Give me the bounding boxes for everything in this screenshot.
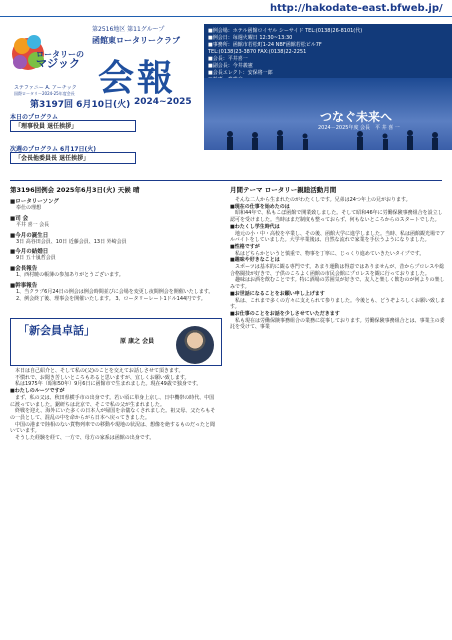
meeting-item-heading: ■会長報告	[10, 266, 38, 273]
column-heading: ■お仕事のことをお話を少しさせていただきます	[230, 310, 340, 317]
district-info: 第2516地区 第11グループ	[92, 26, 165, 33]
meeting-item-text: 9日 五十嵐哲会員	[16, 255, 56, 262]
info-lines: ■例会場：ホテル函館ロイヤル シーサイド TEL:(0138)26-8101(代) ■例会日：毎週火曜日 12:30~13:30 ■事務所：函館市若松町1-24 NBF函館若松ビル7F TEL:(0138)23-3870 FAX:(0138)22-2251 ■会長：平井喜一 ■副会長：今井義憲 ■会長エレクト：安保将一郎	[208, 28, 363, 76]
new-member-name: 原 康之 会員	[120, 338, 155, 345]
speech-paragraph: まず、私の父は、秋田県横手市の出身です。若い頃に単身上京し、日中機帯の時代、中国に渡っていました。鋸研ちは北京で、そこで私の父が生まれました。	[10, 394, 215, 408]
meeting-item-heading: ■ロータリーソング	[10, 199, 59, 205]
column-paragraph: 私は、これまで多くの方々に支えられて参りました。今後とも、どうぞよろしくお願い致します。	[230, 297, 446, 311]
speech-paragraph: そうした経験を経て、一方で、母方の家系は函館の出身です。	[15, 435, 155, 442]
logo-sub: ステファニー A. アーチック	[14, 85, 77, 91]
speech-paragraph: 終戦を迎え、海外にいた多くの日本人が帰国を余儀なくされました。祖父母、父たちもその一員として、混乱の中を命からがら日本へ戻ってきました。	[10, 408, 216, 421]
new-member-speech	[10, 368, 218, 442]
meeting-item-text: 1、西村暁の帳簿の参加ありがとうございます。	[16, 272, 124, 279]
column-heading: ■性格ですが	[230, 243, 260, 250]
speech-paragraph: 私は1975年（昭和50年）9月6日に函館市で生まれました。現在49歳で独身です。	[15, 381, 202, 388]
column-paragraph: スポーツは基本的に観る専門です。あまり運動は得意ではありませんが、昔からプロレスや総合格闘技が好きで、子供のころよく函館の市民会館にプロレスを観に行っておりました。	[230, 264, 445, 277]
member-photo	[176, 326, 214, 364]
banner-subtitle: 2024－2025年度 会長 平 井 喜 一	[318, 125, 400, 131]
program-label: 本日のプログラム	[10, 114, 58, 121]
club-name: 函館東ロータリークラブ	[92, 36, 180, 45]
people-silhouette-image	[210, 128, 450, 150]
issue-number: 第3197回 6月10日(火)	[30, 100, 131, 110]
column-paragraph: 私も現在は労働保険事務組合の業務に従事しております。労働保険事務組合とは、事業主の委託を受けて、事業	[230, 317, 445, 331]
meeting-item-heading: ■司 会	[10, 215, 29, 222]
column-heading: ■わたくし学生時代は	[230, 223, 280, 230]
next-program-title: 「会長他委員長 退任挨拶」	[10, 152, 136, 164]
meeting-item-text: 奉仕の理想	[16, 205, 42, 211]
column-heading: ■趣味や好きなことは	[230, 257, 280, 264]
column-paragraph: 昭和44年で、私もこぼ函館で開業致しました。そして昭和46年に労働保険事務組合を設立し認可を受けました。当時はまだ制度も整っておらず、何もないところからのスタートでした。	[230, 210, 443, 224]
speech-paragraph: 不慣れで、お聞き苦しいところもあると思いますが、宜しくお願い致します。	[15, 374, 190, 381]
speech-paragraph: 本日は自己紹介と、そして私の(父)のことを交えてお話しさせて頂きます。	[15, 368, 184, 374]
meeting-item-text: 平井 喜一 会長	[16, 221, 50, 228]
speech-paragraph: 中国の港まで陸相のない貨物列車での移動や現地の状況は、想像を絶するものだったと聞いています。	[10, 421, 216, 435]
meeting-item-text: 1、当クラブ6月24日の例会は例会時間並びに会場を変更し夜間例会を開催いたします。 2、例会終了後、理事会を開催いたします。 3、ロータリーレート1ドル144円です。	[16, 288, 214, 302]
monthly-theme-column	[230, 185, 446, 331]
newsletter-title: 会報	[98, 57, 177, 99]
meeting-report	[10, 185, 218, 303]
column-heading: ■お世話になることをお願い申し上げます	[230, 290, 325, 297]
speech-heading: ■わたしのルーツですが	[10, 388, 65, 395]
section-divider	[10, 180, 442, 181]
meeting-item-heading: ■今月の結婚日	[10, 249, 49, 256]
column-paragraph: そんな二人から生まれたのがわたくしです。兄弟は24つ年上の兄がおります。	[235, 197, 411, 203]
column-paragraph: 趣味はお酒を飲むことです。特に酒場の雰囲気が好きで、友人と楽しく飲むのが何よりの楽しみです。	[230, 277, 445, 291]
banner-title: つなぐ未来へ	[320, 110, 393, 124]
site-url[interactable]: http://hakodate-east.bfweb.jp/	[270, 3, 443, 14]
header-divider	[0, 16, 452, 17]
program-title: 「理事役員 退任挨拶」	[10, 120, 136, 132]
meeting-item-heading: ■幹事報告	[10, 282, 38, 289]
column-heading: ■現在の仕事を始めたのは	[230, 203, 290, 210]
column-paragraph: 地元の小・中・高校を卒業し、その後、函館大学に進学しました。当時、私は函館観光場でアルバイトをしていました。大学卒業後は、自然な流れで家業を手伝うようになりました。	[230, 230, 446, 244]
monthly-theme-heading: 月間テーマ ロータリー親睦活動月間	[230, 186, 337, 194]
new-member-title: 「新会員卓話」	[18, 324, 95, 337]
next-program-label: 次週のプログラム 6月17日(火)	[10, 146, 97, 153]
column-paragraph: 私はどちらかというと慎重で、物事を丁寧に、じっくり進めていきたいタイプです。	[235, 250, 425, 257]
logo-text: ロータリーの マジック	[36, 50, 84, 70]
meeting-title: 第3196回例会 2025年6月3日(火) 天候 晴	[10, 186, 140, 194]
logo-sub2: 国際ロータリー2024-25年度会長	[14, 91, 75, 96]
meeting-item-text: 3日 高谷田会員、10日 近藤会員、13日 外崎会員	[16, 238, 127, 245]
meeting-item-heading: ■今月の誕生日	[10, 232, 49, 239]
rotary-year: 2024~2025	[134, 97, 192, 107]
